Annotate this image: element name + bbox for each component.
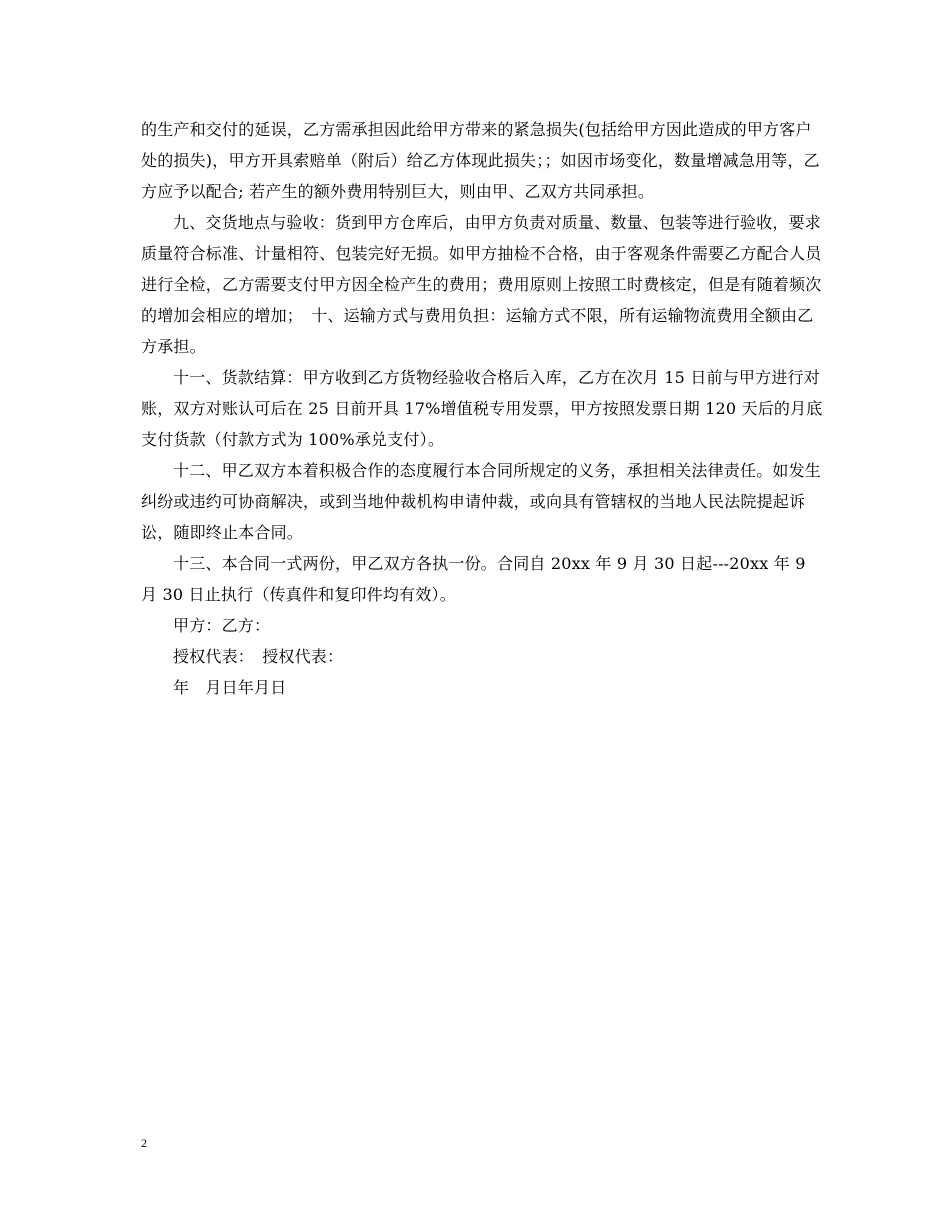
paragraph-clause-13: 十三、本合同一式两份，甲乙双方各执一份。合同自 20xx 年 9 月 30 日起---20xx 年 9 月 30 日止执行（传真件和复印件均有效）。 bbox=[141, 554, 806, 604]
page-number: 2 bbox=[141, 1136, 147, 1150]
signature-dates: 年 月日年月日 bbox=[173, 678, 287, 697]
signature-representatives: 授权代表： 授权代表： bbox=[173, 647, 344, 666]
contract-body bbox=[141, 114, 823, 703]
paragraph-clause-11: 十一、货款结算：甲方收到乙方货物经验收合格后入库，乙方在次月 15 日前与甲方进行对账，双方对账认可后在 25 日前开具 17%增值税专用发票，甲方按照发票日期 120 天后的月底支付货款（付款方式为 100%承兑支付）。 bbox=[141, 368, 823, 449]
paragraph-clause-9-10: 九、交货地点与验收：货到甲方仓库后，由甲方负责对质量、数量、包装等进行验收，要求质量符合标准、计量相符、包装完好无损。如甲方抽检不合格，由于客观条件需要乙方配合人员进行全检，乙方需要支付甲方因全检产生的费用；费用原则上按照工时费核定，但是有随着频次的增加会相应的增加； 十、运输方式与费用负担：运输方式不限，所有运输物流费用全额由乙方承担。 bbox=[141, 213, 822, 356]
signature-parties: 甲方：乙方： bbox=[173, 616, 271, 635]
paragraph-continuation: 的生产和交付的延误，乙方需承担因此给甲方带来的紧急损失(包括给甲方因此造成的甲方客户处的损失)，甲方开具索赔单（附后）给乙方体现此损失；；如因市场变化，数量增减急用等，乙方应予以配合; 若产生的额外费用特别巨大，则由甲、乙双方共同承担。 bbox=[141, 120, 820, 201]
paragraph-clause-12: 十二、甲乙双方本着积极合作的态度履行本合同所规定的义务，承担相关法律责任。如发生纠纷或违约可协商解决，或到当地仲裁机构申请仲裁，或向具有管辖权的当地人民法院提起诉讼，随即终止本合同。 bbox=[141, 461, 822, 542]
